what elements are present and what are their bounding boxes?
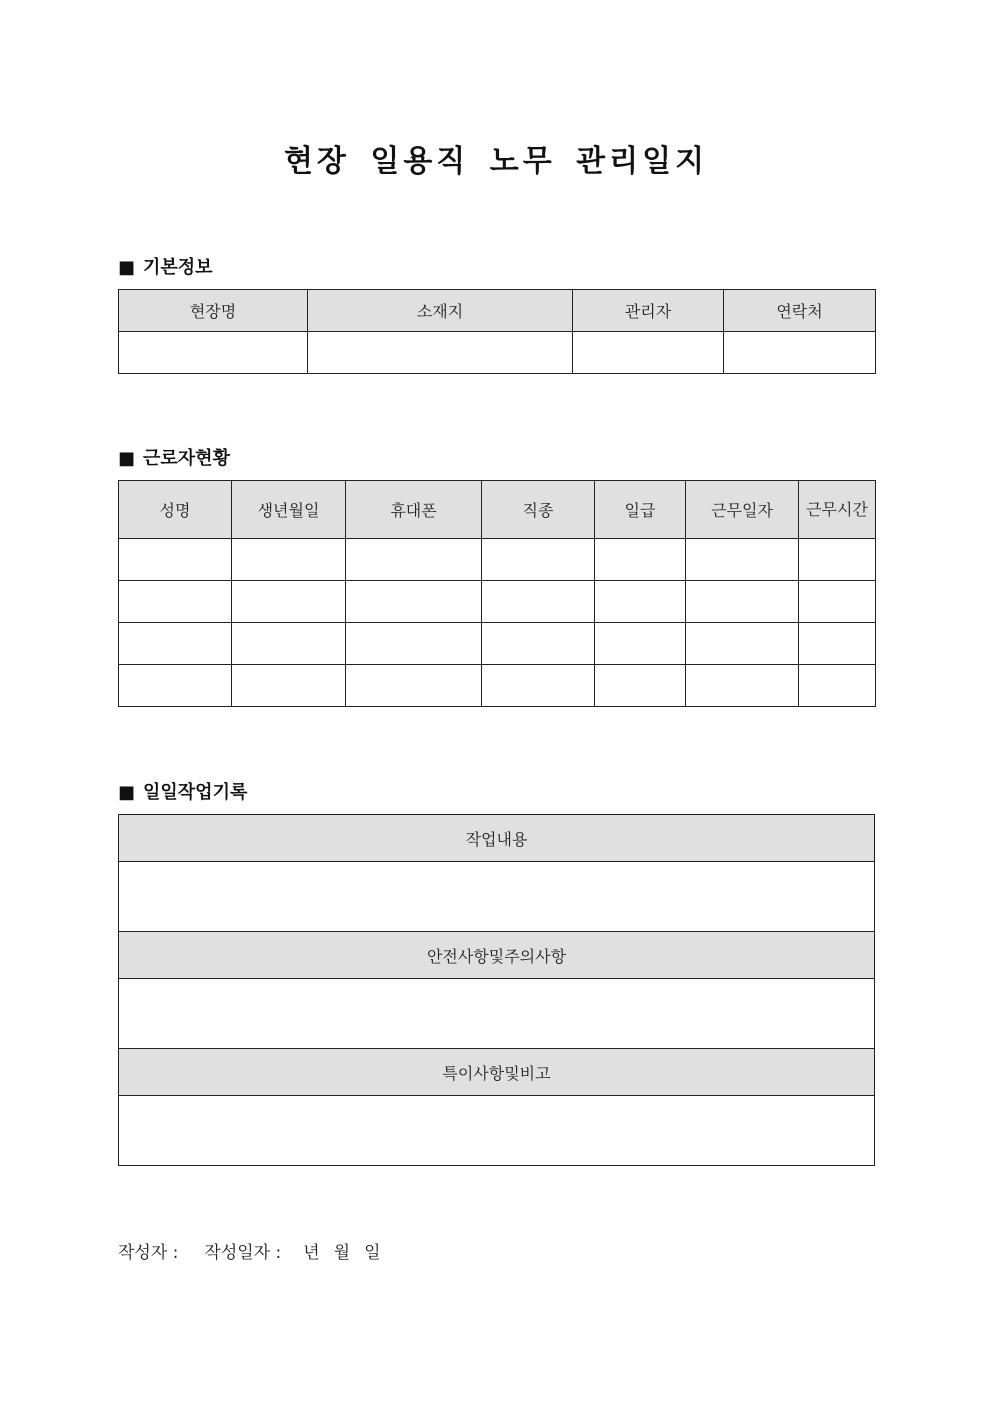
work-content-cell[interactable] — [119, 862, 875, 932]
column-header: 연락처 — [724, 290, 876, 332]
table-cell[interactable] — [482, 665, 595, 707]
column-header: 생년월일 — [232, 481, 346, 539]
column-header: 일급 — [595, 481, 686, 539]
table-cell[interactable] — [232, 581, 346, 623]
section-heading-label: 근로자현황 — [143, 448, 230, 469]
log-section-header — [119, 932, 875, 979]
section-heading-label: 기본정보 — [143, 257, 213, 278]
table-row — [119, 332, 876, 374]
column-header: 휴대폰 — [346, 481, 482, 539]
table-cell[interactable] — [346, 539, 482, 581]
table-cell[interactable] — [595, 623, 686, 665]
table-cell[interactable] — [686, 581, 799, 623]
site-name-cell[interactable] — [119, 332, 308, 374]
month-label: 월 — [333, 1243, 351, 1263]
column-header: 근무일자 — [686, 481, 799, 539]
table-cell[interactable] — [346, 665, 482, 707]
log-section-body — [119, 1096, 875, 1166]
table-cell[interactable] — [482, 581, 595, 623]
table-cell[interactable] — [119, 623, 232, 665]
table-cell[interactable] — [482, 623, 595, 665]
table-cell[interactable] — [232, 665, 346, 707]
square-bullet-icon: ■ — [118, 257, 136, 278]
work-content-header: 작업내용 — [119, 815, 875, 862]
location-cell[interactable] — [308, 332, 573, 374]
manager-cell[interactable] — [573, 332, 724, 374]
log-section-body — [119, 862, 875, 932]
column-header: 관리자 — [573, 290, 724, 332]
author-label: 작성자 : — [118, 1243, 179, 1263]
day-label: 일 — [364, 1243, 381, 1263]
table-row — [119, 665, 876, 707]
log-section-body — [119, 979, 875, 1049]
workers-table — [118, 480, 876, 707]
section-heading-daily-log — [118, 778, 247, 804]
column-header: 현장명 — [119, 290, 308, 332]
section-heading-basic-info — [118, 253, 213, 279]
column-header: 근무시간 — [799, 481, 876, 539]
remarks-header: 특이사항및비고 — [119, 1049, 875, 1096]
table-row — [119, 581, 876, 623]
table-cell[interactable] — [346, 623, 482, 665]
table-cell[interactable] — [799, 539, 876, 581]
square-bullet-icon: ■ — [118, 448, 136, 469]
table-cell[interactable] — [799, 623, 876, 665]
column-header: 직종 — [482, 481, 595, 539]
section-heading-label: 일일작업기록 — [143, 782, 248, 803]
table-row — [119, 539, 876, 581]
contact-cell[interactable] — [724, 332, 876, 374]
column-header: 소재지 — [308, 290, 573, 332]
table-cell[interactable] — [595, 581, 686, 623]
table-cell[interactable] — [119, 539, 232, 581]
log-section-header — [119, 815, 875, 862]
table-cell[interactable] — [799, 581, 876, 623]
daily-log-table — [118, 814, 875, 1166]
log-section-header — [119, 1049, 875, 1096]
remarks-cell[interactable] — [119, 1096, 875, 1166]
table-cell[interactable] — [346, 581, 482, 623]
date-label: 작성일자 : — [204, 1243, 282, 1263]
section-heading-workers — [118, 444, 230, 470]
safety-notes-cell[interactable] — [119, 979, 875, 1049]
table-header-row — [119, 481, 876, 539]
document-title: 현장 일용직 노무 관리일지 — [283, 144, 709, 179]
table-cell[interactable] — [119, 581, 232, 623]
table-cell[interactable] — [595, 539, 686, 581]
safety-notes-header: 안전사항및주의사항 — [119, 932, 875, 979]
column-header: 성명 — [119, 481, 232, 539]
table-cell[interactable] — [799, 665, 876, 707]
table-cell[interactable] — [686, 665, 799, 707]
table-cell[interactable] — [595, 665, 686, 707]
table-cell[interactable] — [686, 539, 799, 581]
table-cell[interactable] — [232, 539, 346, 581]
table-cell[interactable] — [119, 665, 232, 707]
basic-info-table — [118, 289, 876, 374]
table-header-row — [119, 290, 876, 332]
table-cell[interactable] — [232, 623, 346, 665]
table-row — [119, 623, 876, 665]
square-bullet-icon: ■ — [118, 782, 136, 803]
table-cell[interactable] — [686, 623, 799, 665]
table-cell[interactable] — [482, 539, 595, 581]
year-label: 년 — [303, 1243, 320, 1263]
signature-footer — [118, 1238, 407, 1263]
